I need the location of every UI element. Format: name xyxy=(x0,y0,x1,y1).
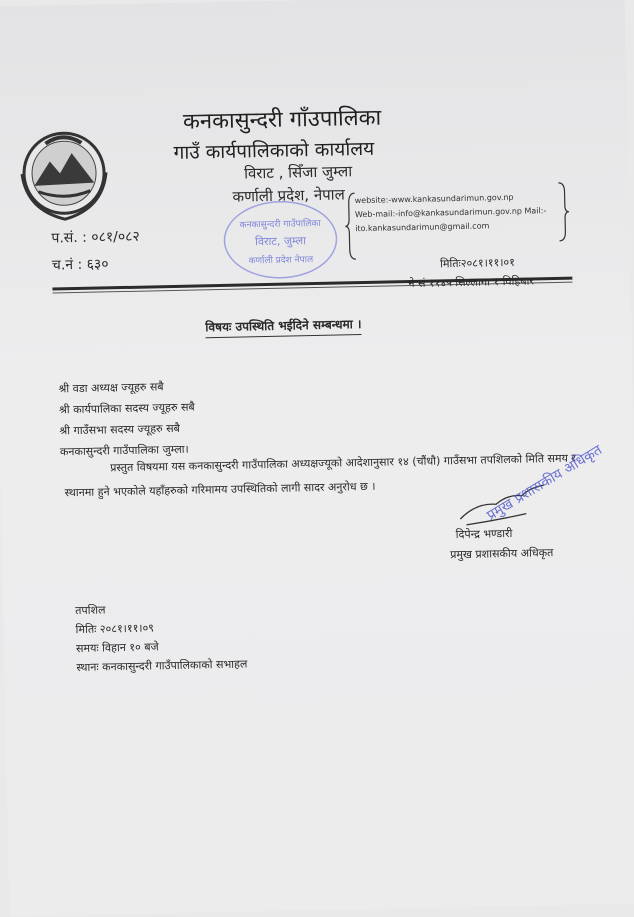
details-place: स्थानः कनकासुन्दरी गाउँपालिकाको सभाहल xyxy=(76,657,248,675)
webmail-text: Web-mail:-info@kankasundarimun.gov.np Mail:- xyxy=(354,206,547,220)
dispatch-number: च.नं : ६३० xyxy=(51,256,109,274)
recipient-line: श्री वडा अध्यक्ष ज्यूहरु सबै xyxy=(58,380,164,396)
details-heading: तपशिल xyxy=(75,603,106,618)
nepal-emblem-icon xyxy=(15,122,113,228)
municipality-name: कनकासुन्दरी गाँउपालिका xyxy=(182,105,382,135)
svg-text:कनकासुन्दरी गाउँपालिका: कनकासुन्दरी गाउँपालिका xyxy=(239,218,321,231)
letter-body-text: प्रस्तुत विषयमा यस कनकासुन्दरी गाउँपालिका अध्यक्षज्यूको आदेशानुसार १४ (चौंधौ) गाउँसभा तपशिलको मिति समय र स्थानमा हुने भएकोले यहाँहरुको गरिमामय उपस्थितिको लागी सादर अनुरोध छ । xyxy=(64,451,577,500)
recipient-line: कनकासुन्दरी गाउँपालिका जुम्ला। xyxy=(59,442,189,459)
recipient-line: श्री कार्यपालिका सदस्य ज्यूहरु सबै xyxy=(58,400,195,417)
office-location: विराट , सिँजा जुम्ला xyxy=(243,162,353,183)
details-time: समयः विहान १० बजे xyxy=(75,640,159,656)
website-text: website:-www.kankasundarimun.gov.np xyxy=(354,192,514,206)
subject-line: विषयः उपस्थिति भईदिने सम्बन्धमा । xyxy=(205,315,362,338)
mail-text: ito.kankasundarimun@gmail.com xyxy=(355,221,490,234)
svg-text:कर्णाली प्रदेश नेपाल: कर्णाली प्रदेश नेपाल xyxy=(248,255,314,267)
office-name: गाउँ कार्यपालिकाको कार्यालय xyxy=(173,137,375,164)
nepal-sambat-date: ने सं ११४५ सिल्लागा १ विहिबार xyxy=(408,274,535,291)
letter-date: मितिः२०८१।११।०१ xyxy=(439,255,516,271)
office-seal-stamp xyxy=(220,197,342,281)
signatory-name: दिपेन्द्र भण्डारी xyxy=(455,526,513,542)
province-name: कर्णाली प्रदेश, नेपाल xyxy=(232,185,345,206)
contact-block xyxy=(355,190,547,236)
ref-number: प.सं. : ०८१/०८२ xyxy=(51,228,140,247)
svg-text:विराट, जुम्ला: विराट, जुम्ला xyxy=(254,234,307,249)
recipient-line: श्री गाउँसभा सदस्य ज्यूहरु सबै xyxy=(59,421,181,438)
signatory-title: प्रमुख प्रशासकीय अधिकृत xyxy=(449,546,554,562)
details-date: मितिः २०८१।११।०९ xyxy=(75,621,155,637)
designation-stamp: प्रमुख प्रशासकीय अधिकृत xyxy=(484,442,605,524)
brace-right-icon xyxy=(556,181,569,243)
